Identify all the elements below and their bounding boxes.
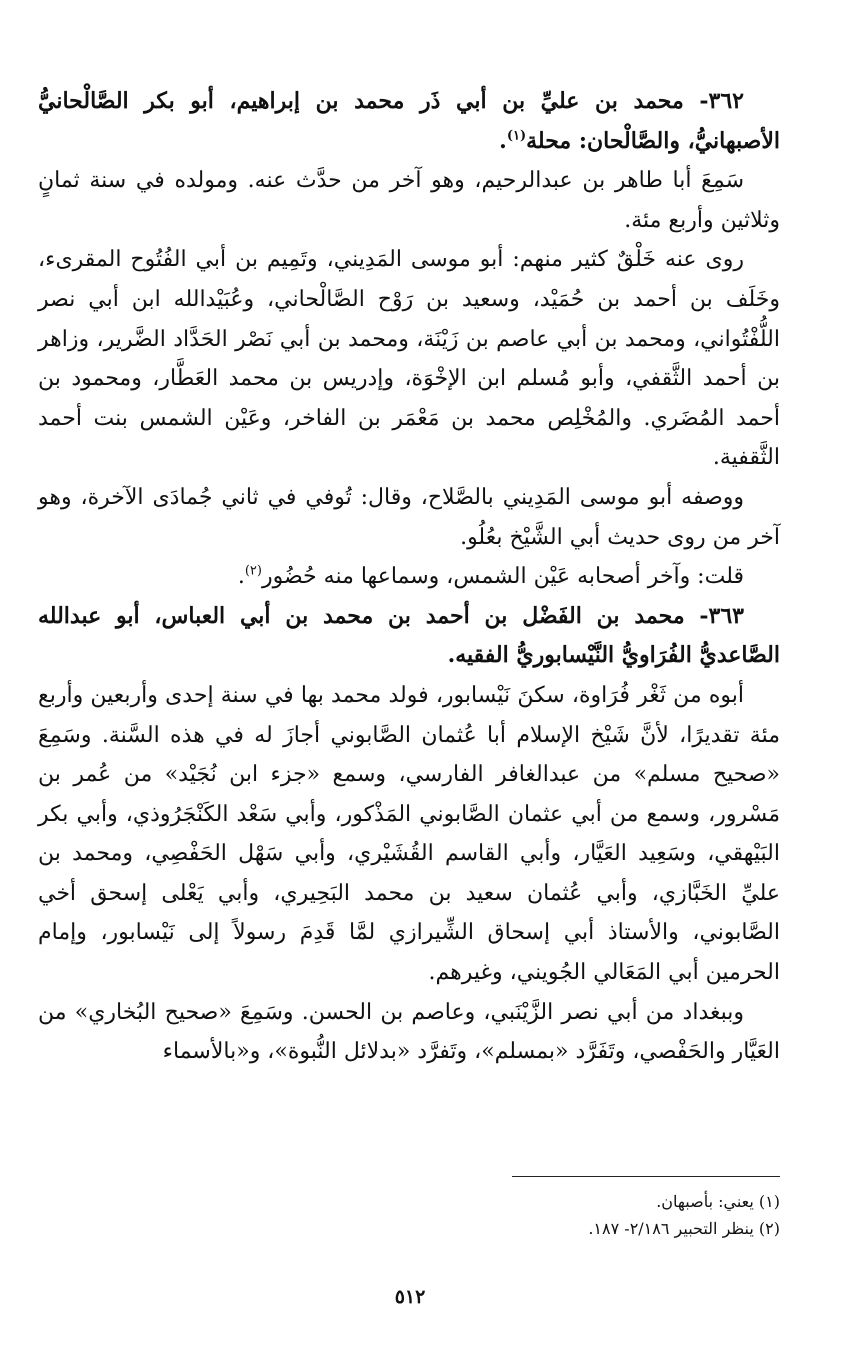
footnote-separator <box>512 1176 780 1177</box>
page-number: ٥١٢ <box>394 1286 426 1308</box>
entry-362-paragraph-2: روى عنه خَلْقٌ كثير منهم: أبو موسى المَدِيني، وتَمِيم بن أبي الفُتُوح المقرىء، وخَلَف بن أحمد بن حُمَيْد، وسعيد بن رَوْح الصَّالْحاني، وعُبَيْدالله ابن أبي نصر اللُّفْتُواني، ومحمد بن أبي عاصم بن زَيْنَة، ومحمد بن أبي نَصْر الحَدَّاد الضَّرير، وزاهر بن أحمد الثَّقفي، وأبو مُسلم ابن الإخْوَة، وإدريس بن محمد العَطَّار، ومحمود بن أحمد المُضَري. والمُخْلِص محمد بن مَعْمَر بن الفاخر، وعَيْن الشمس بنت أحمد الثَّقفية. <box>38 247 780 471</box>
entry-362-heading <box>38 82 780 161</box>
entry-362-paragraph-1: سَمِعَ أبا طاهر بن عبدالرحيم، وهو آخر من حدَّث عنه. ومولده في سنة ثمانٍ وثلاثين وأربع مئة. <box>38 168 780 233</box>
footnote-2: (٢) ينظر التحبير ٢/١٨٦- ١٨٧. <box>588 1219 780 1238</box>
entry-362-paragraph-4-end: . <box>237 564 245 590</box>
entry-362-paragraph-4-text: قلت: وآخر أصحابه عَيْن الشمس، وسماعها منه حُضُور <box>261 564 744 590</box>
footnote-1: (١) يعني: بأصبهان. <box>656 1192 780 1211</box>
entry-362-heading-end: . <box>499 127 507 154</box>
entry-362-heading-text: ٣٦٢- محمد بن عليِّ بن أبي ذَر محمد بن إبراهيم، أبو بكر الصَّالْحانيُّ الأصبهانيُّ، والصَّالْحان: محلة <box>38 88 780 154</box>
entry-363-heading: ٣٦٣- محمد بن الفَضْل بن أحمد بن محمد بن أبي العباس، أبو عبدالله الصَّاعديُّ الفُرَاويُّ النَّيْسابوريُّ الفقيه. <box>38 602 780 669</box>
entry-362-paragraph-4 <box>38 557 780 597</box>
entry-363-paragraph-1: أبوه من ثَغْر فُرَاوة، سكنَ نَيْسابور، فولد محمد بها في سنة إحدى وأربعين وأربع مئة تقديرًا، لأنَّ شَيْخ الإسلام أبا عُثمان الصَّابوني أجازَ له في هذه السَّنة. وسَمِعَ «صحيح مسلم» من عبدالغافر الفارسي، وسمع «جزء ابن نُجَيْد» من عُمر بن مَسْرور، وسمع من أبي عثمان الصَّابوني المَذْكور، وأبي سَعْد الكَنْجَرُوذي، وأبي بكر البَيْهقي، وسَعِيد العَيَّار، وأبي القاسم القُشَيْري، وأبي سَهْل الحَفْصِي، ومحمد بن عليِّ الخَبَّازي، وأبي عُثمان سعيد بن محمد البَحِيري، وأبي يَعْلى إسحق أخي الصَّابوني، والأستاذ أبي إسحاق الشِّيرازي لمَّا قَدِمَ رسولاً إلى نَيْسابور، وإمام الحرمين أبي المَعَالي الجُويني، وغيرهم. <box>38 682 780 986</box>
footnotes <box>300 1188 780 1242</box>
entry-363-paragraph-2: وببغداد من أبي نصر الزَّيْنَبي، وعاصم بن الحسن. وسَمِعَ «صحيح البُخاري» من العَيَّار والحَفْصي، وتَفَرَّد «بمسلم»، وتَفرَّد «بدلائل النُّبوة»، و«بالأسماء <box>38 999 780 1065</box>
entry-362-paragraph-3: ووصفه أبو موسى المَدِيني بالصَّلاح، وقال: تُوفي في ثاني جُمادَى الآخرة، وهو آخر من روى حديث أبي الشَّيْخ بعُلُو. <box>38 484 780 550</box>
main-text <box>38 82 780 1072</box>
footnote-ref-1: (١) <box>506 128 527 144</box>
footnote-ref-2: (٢) <box>244 563 262 579</box>
